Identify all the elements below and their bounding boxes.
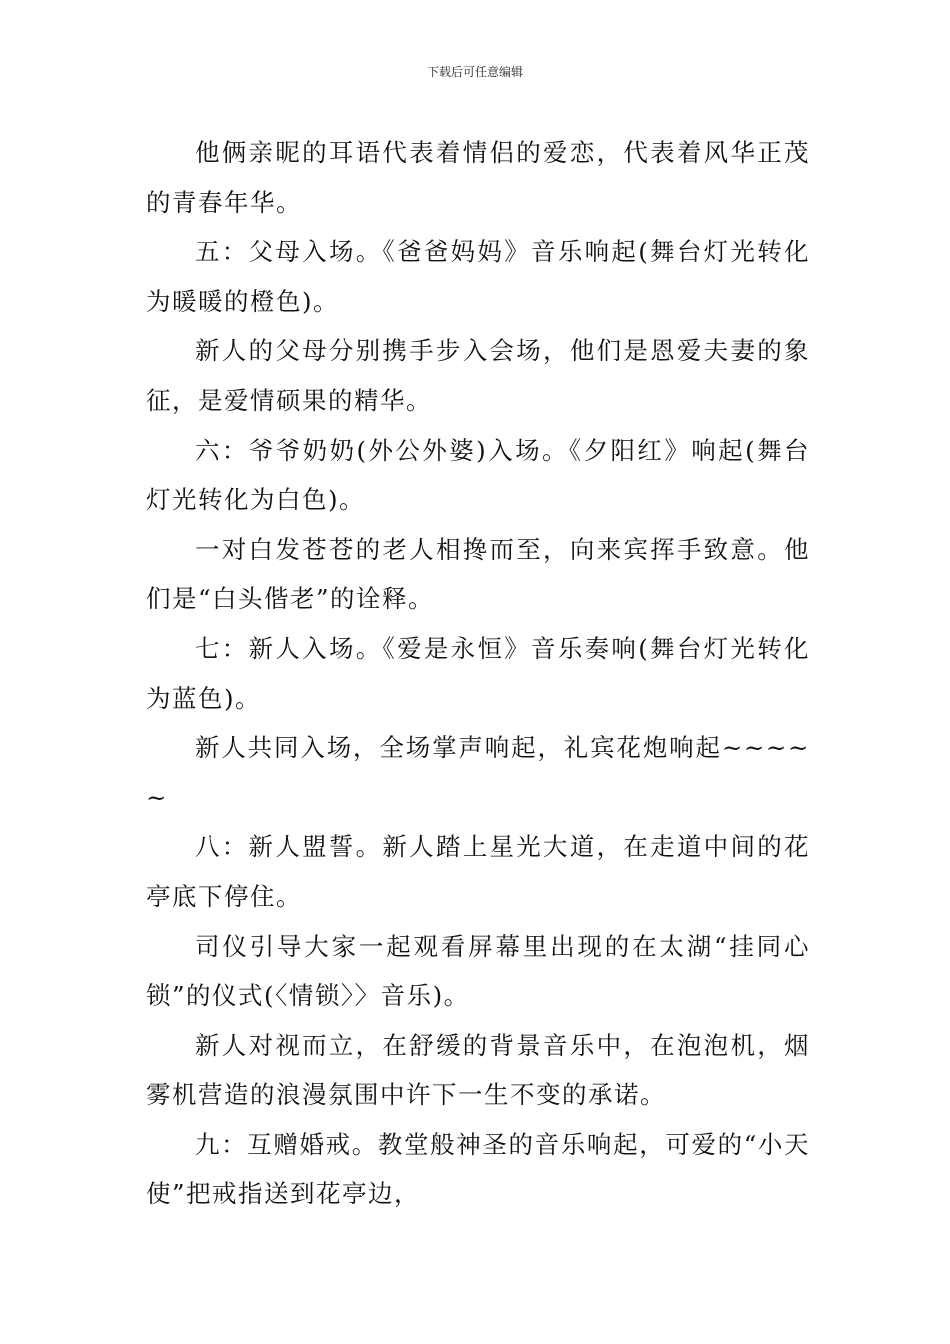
paragraph-6: 七：新人入场。《爱是永恒》音乐奏响(舞台灯光转化为蓝色)。 (146, 633, 810, 713)
paragraph-9: 司仪引导大家一起观看屏幕里出现的在太湖“挂同心锁”的仪式(〈情锁〉〉音乐)。 (146, 931, 810, 1011)
paragraph-5: 一对白发苍苍的老人相搀而至，向来宾挥手致意。他们是“白头偕老”的诠释。 (146, 534, 810, 614)
page-header: 下载后可任意编辑 (426, 65, 523, 79)
paragraph-3: 新人的父母分别携手步入会场，他们是恩爱夫妻的象征，是爱情硕果的精华。 (146, 336, 810, 415)
paragraph-7: 新人共同入场，全场掌声响起，礼宾花炮响起~~~~~ (146, 733, 810, 812)
paragraph-10: 新人对视而立，在舒缓的背景音乐中，在泡泡机，烟雾机营造的浪漫氛围中许下一生不变的承诺。 (146, 1030, 810, 1110)
document-body (146, 128, 810, 1219)
paragraph-8: 八：新人盟誓。新人踏上星光大道，在走道中间的花亭底下停住。 (146, 832, 810, 911)
paragraph-1: 他俩亲昵的耳语代表着情侣的爱恋，代表着风华正茂的青春年华。 (146, 138, 810, 217)
paragraph-2: 五：父母入场。《爸爸妈妈》音乐响起(舞台灯光转化为暖暖的橙色)。 (146, 237, 810, 316)
paragraph-4: 六：爷爷奶奶(外公外婆)入场。《夕阳红》响起(舞台灯光转化为白色)。 (146, 435, 810, 515)
paragraph-11: 九：互赠婚戒。教堂般神圣的音乐响起，可爱的“小天使”把戒指送到花亭边， (146, 1129, 810, 1209)
